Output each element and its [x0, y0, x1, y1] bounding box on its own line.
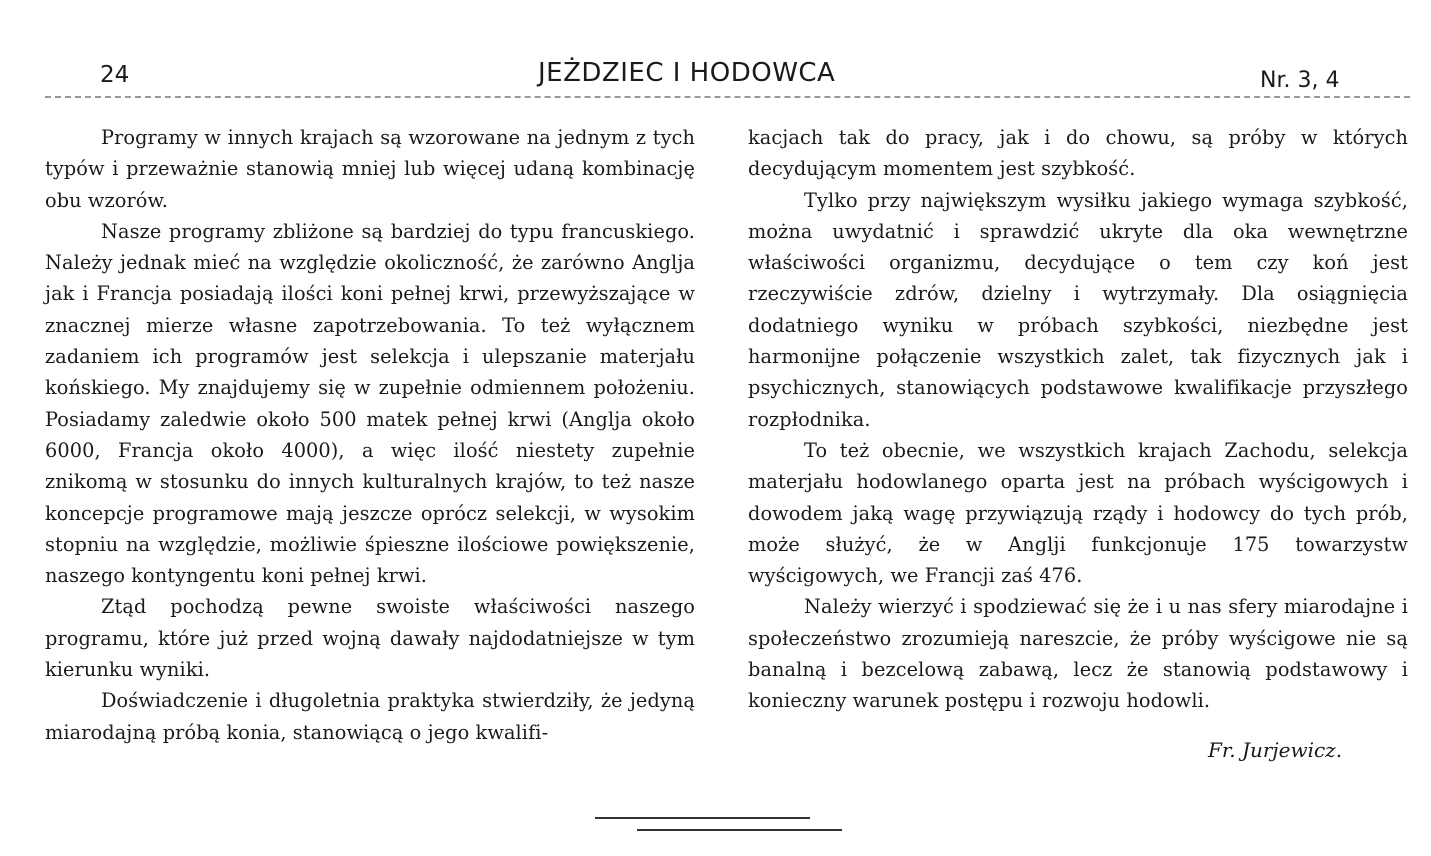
paragraph: Nasze programy zbliżone są bardziej do typu francuskiego. Należy jednak mieć na względzie okoliczność, że zarówno Anglja jak i Francja posiadają ilości koni pełnej krwi, przewyższające w znacznej mierze własne zapotrzebowania. To też wyłącznem zadaniem ich programów jest selekcja i ulepszanie materjału końskiego. My znajdujemy się w zupełnie odmiennem położeniu. Posiadamy zaledwie około 500 matek pełnej krwi (Anglja około 6000, Francja około 4000), a więc ilość niestety zupełnie znikomą w stosunku do innych kulturalnych krajów, to też nasze koncepcje programowe mają jeszcze oprócz selekcji, w wysokim stopniu na względzie, możliwie śpieszne ilościowe powiększenie, naszego kontyngentu koni pełnej krwi. — [45, 219, 695, 588]
author-signature: Fr. Jurjewicz. — [1208, 738, 1343, 762]
journal-title: JEŻDZIEC I HODOWCA — [538, 58, 836, 88]
issue-number: Nr. 3, 4 — [1260, 68, 1340, 93]
paragraph: Ztąd pochodzą pewne swoiste właściwości naszego programu, które już przed wojną dawały najdodatniejsze w tym kierunku wyniki. — [45, 595, 695, 682]
paragraph: Należy wierzyć i spodziewać się że i u nas sfery miarodajne i społeczeństwo zrozumieją nareszcie, że próby wyścigowe nie są banalną i bezcelową zabawą, lecz że stanowią podstawowy i konieczny warunek postępu i rozwoju hodowli. — [748, 595, 1408, 713]
paragraph-continuation: kacjach tak do pracy, jak i do chowu, są próby w których decydującym momentem jest szybkość. — [748, 126, 1408, 181]
paragraph: Tylko przy największym wysiłku jakiego wymaga szybkość, można uwydatnić i sprawdzić ukryte dla oka wewnętrzne właściwości organizmu, decydujące o tem czy koń jest rzeczywiście zdrów, dzielny i wytrzymały. Dla osiągnięcia dodatniego wyniku w próbach szybkości, niezbędne jest harmonijne połączenie wszystkich zalet, tak fizycznych jak i psychicznych, stanowiących podstawowe kwalifikacje przyszłego rozpłodnika. — [748, 188, 1408, 431]
footer-rule — [637, 829, 842, 831]
header-rule — [45, 96, 1410, 98]
left-column — [45, 122, 695, 748]
footer-rule — [595, 817, 810, 819]
paragraph: Programy w innych krajach są wzorowane na jednym z tych typów i przeważnie stanowią mniej lub więcej udaną kombinację obu wzorów. — [45, 126, 695, 212]
page-header — [0, 58, 1431, 98]
right-column — [748, 122, 1408, 717]
paragraph: To też obecnie, we wszystkich krajach Zachodu, selekcja materjału hodowlanego oparta jest na próbach wyścigowych i dowodem jaką wagę przywiązują rządy i hodowcy do tych prób, może służyć, że w Anglji funkcjonuje 175 towarzystw wyścigowych, we Francji zaś 476. — [748, 438, 1408, 588]
paragraph: Doświadczenie i długoletnia praktyka stwierdziły, że jedyną miarodajną próbą konia, stanowiącą o jego kwalifi- — [45, 689, 695, 744]
page-number: 24 — [100, 62, 130, 88]
